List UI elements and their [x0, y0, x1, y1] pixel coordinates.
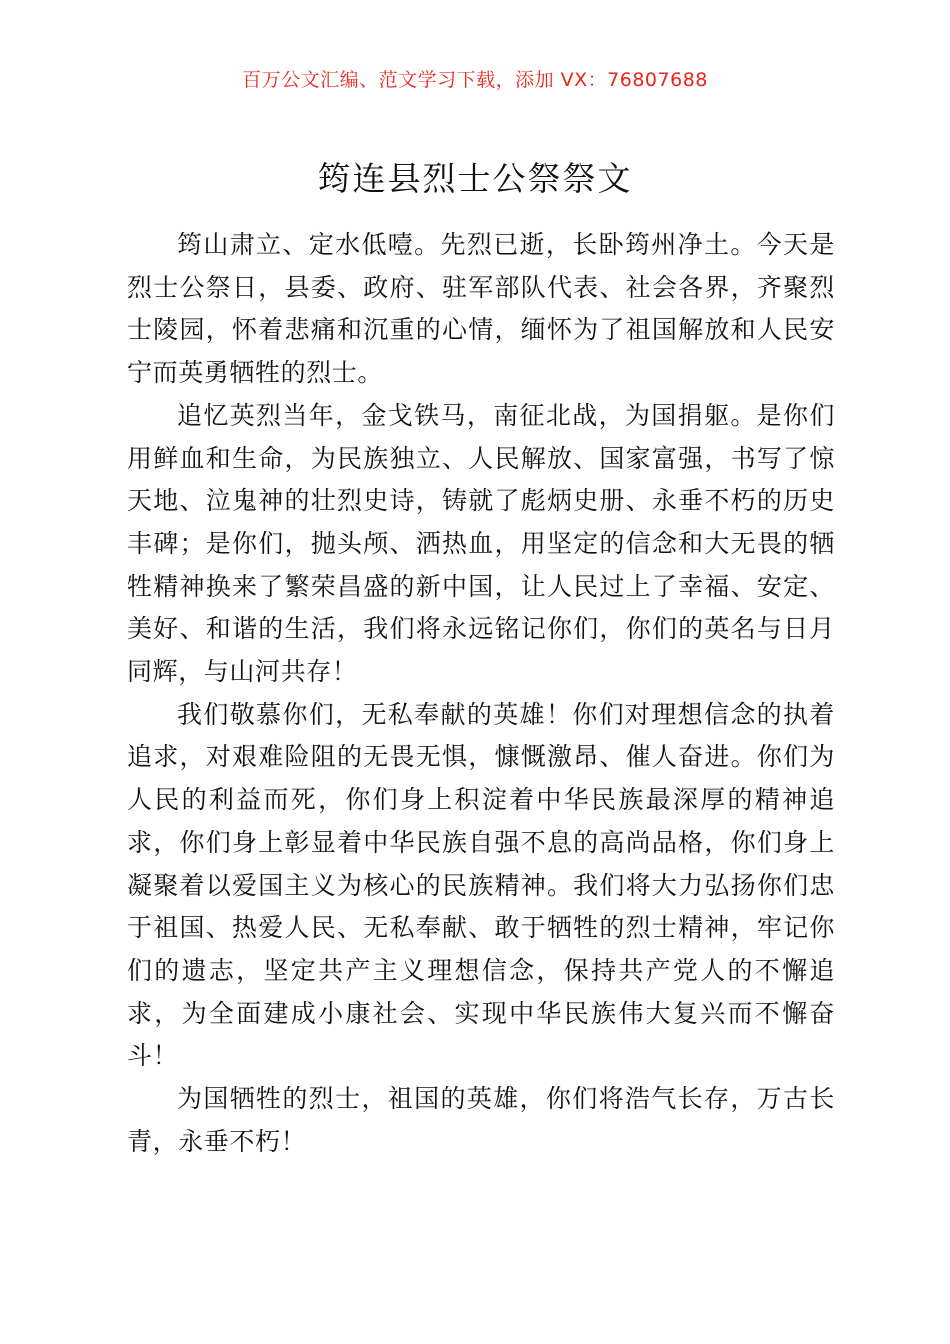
- page-title: 筠连县烈士公祭祭文: [317, 159, 633, 198]
- paragraph: 筠山肃立、定水低噎。先烈已逝，长卧筠州净土。今天是烈士公祭日，县委、政府、驻军部队代表、社会各界，齐聚烈士陵园，怀着悲痛和沉重的心情，缅怀为了祖国解放和人民安宁而英勇牺牲的烈士。: [127, 230, 835, 388]
- header-banner: 百万公文汇编、范文学习下载，添加 VX：76807688: [242, 69, 708, 91]
- paragraph: 为国牺牲的烈士，祖国的英雄，你们将浩气长存，万古长青，永垂不朽！: [127, 1084, 835, 1156]
- paragraph: 我们敬慕你们，无私奉献的英雄！你们对理想信念的执着追求，对艰难险阻的无畏无惧，慷慨激昂、催人奋进。你们为人民的利益而死，你们身上积淀着中华民族最深厚的精神追求，你们身上彰显着中华民族自强不息的高尚品格，你们身上凝聚着以爱国主义为核心的民族精神。我们将大力弘扬你们忠于祖国、热爱人民、无私奉献、敢于牺牲的烈士精神，牢记你们的遗志，坚定共产主义理想信念，保持共产党人的不懈追求，为全面建成小康社会、实现中华民族伟大复兴而不懈奋斗！: [127, 699, 835, 1071]
- document-body: [127, 224, 835, 1163]
- paragraph: 追忆英烈当年，金戈铁马，南征北战，为国捐躯。是你们用鲜血和生命，为民族独立、人民解放、国家富强，书写了惊天地、泣鬼神的壮烈史诗，铸就了彪炳史册、永垂不朽的历史丰碑；是你们，抛头颅、洒热血，用坚定的信念和大无畏的牺牲精神换来了繁荣昌盛的新中国，让人民过上了幸福、安定、美好、和谐的生活，我们将永远铭记你们，你们的英名与日月同辉，与山河共存！: [127, 400, 835, 687]
